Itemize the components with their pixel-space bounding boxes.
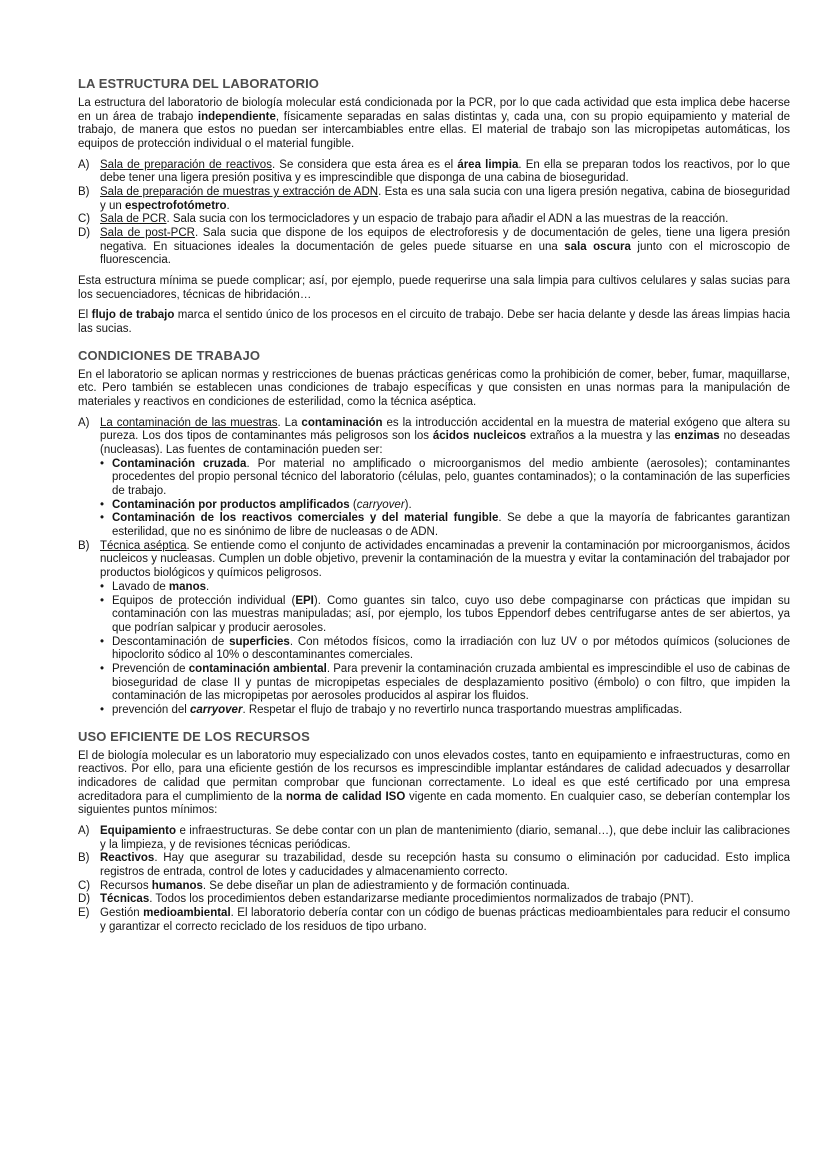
list-item-text xyxy=(100,893,790,907)
list-item-label: D) xyxy=(78,227,91,240)
text-segment: . La xyxy=(277,416,302,429)
text-segment: Contaminación por productos amplificados xyxy=(112,498,350,511)
text-segment: . Sala sucia con los termocicladores y un espacio de trabajo para añadir el ADN a las muestras de la reacción. xyxy=(166,213,729,226)
text-segment: prevención del xyxy=(112,703,190,716)
text-segment: Reactivos xyxy=(100,852,155,865)
bullet-icon: • xyxy=(100,580,105,593)
bullet-icon: • xyxy=(100,512,105,525)
text-segment: . Con métodos físicos, como la irradiación con luz UV o por métodos químicos (soluciones de hipoclorito sódico al 10% o descontaminantes comerciales. xyxy=(112,635,790,662)
text-segment: El de biología molecular es un laboratorio muy especializado con unos elevados costes, tanto en equipamiento e infraestructuras, como en reactivos. Por ello, para una eficiente gestión de los recursos es imprescindible implantar estándares de calidad adecuados y desarrollar indicadores de calidad que permitan comprobar que funcionan correctamente. Lo ideal es que esté certificado por una empresa acreditadora para el cumplimiento de la xyxy=(78,749,790,803)
list-item xyxy=(78,907,790,934)
list-item-label: A) xyxy=(78,158,90,171)
text-segment: humanos xyxy=(151,879,203,892)
section-1 xyxy=(78,76,790,337)
text-segment: contaminación xyxy=(301,416,383,429)
list-item-label: A) xyxy=(78,416,90,429)
bullet-item xyxy=(100,458,790,499)
text-segment: Sala de post-PCR xyxy=(100,227,195,240)
text-segment: marca el sentido único de los procesos en el circuito de trabajo. Debe ser hacia delante y desde las áreas limpias hacia las sucias. xyxy=(78,309,791,336)
text-segment: e infraestructuras. Se debe contar con un plan de mantenimiento (diario, semanal…), que debe incluir las calibraciones y la limpieza, y de revisiones técnicas periódicas. xyxy=(100,824,790,851)
section-heading: USO EFICIENTE DE LOS RECURSOS xyxy=(78,728,310,744)
list-item-text xyxy=(100,159,790,186)
text-segment: . Se entiende como el conjunto de actividades encaminadas a prevenir la contaminación por microorganismos, ácidos nucleicos y nucleasas. Cumplen un doble objetivo, prevenir la contaminación de la muestra y evitar la contaminación del trabajador por productos biológicos y químicos peligrosos. xyxy=(100,539,790,580)
text-segment: Equipamiento xyxy=(100,824,177,837)
text-segment: . En ella se preparan todos los reactivos, por lo que debe tener una ligera presión positiva y es imprescindible que disponga de una cabina de bioseguridad. xyxy=(100,158,790,185)
section-3 xyxy=(78,729,790,935)
bullet-item xyxy=(100,499,790,513)
text-segment: . xyxy=(206,580,210,593)
text-segment: . Respetar el flujo de trabajo y no revertirlo nunca trasportando muestras amplificadas. xyxy=(242,703,683,716)
text-segment: Esta estructura mínima se puede complicar; así, por ejemplo, puede requerirse una sala limpia para cultivos celulares y salas sucias para los secuenciadores, técnicas de hibridación… xyxy=(78,275,790,301)
text-segment: . Para prevenir la contaminación cruzada ambiental es imprescindible el uso de cabinas de bioseguridad de clase II y puntas de micropipetas especiales de desplazamiento positivo (émbolo) o con filtro, que impiden la contaminación de las micropipetas por aerosoles producidos al aspirar los fluidos. xyxy=(112,662,790,703)
bullet-text xyxy=(112,663,790,702)
paragraph xyxy=(78,309,790,336)
bullet-icon: • xyxy=(100,498,105,511)
list-item-label: C) xyxy=(78,879,91,892)
bullet-icon: • xyxy=(100,594,105,607)
list-item-label: A) xyxy=(78,824,90,837)
list-item-text xyxy=(100,227,790,268)
text-segment: En el laboratorio se aplican normas y restricciones de buenas prácticas genéricas como la prohibición de comer, beber, fumar, maquillarse, etc. Pero también se establecen unas condiciones de trabajo específicas y que consisten en unas normas para la manipulación de materiales y reactivos en condiciones de esterilidad, como la técnica aséptica. xyxy=(78,368,790,409)
text-segment: Sala de preparación de muestras y extracción de ADN xyxy=(100,186,379,199)
text-segment: medioambiental xyxy=(143,906,231,919)
text-segment: no deseadas (nucleasas). Las fuentes de contaminación pueden ser: xyxy=(100,430,790,457)
text-segment: contaminación ambiental xyxy=(188,662,327,675)
text-segment: . xyxy=(226,199,230,212)
list-item-label: B) xyxy=(78,186,90,199)
text-segment: . Por material no amplificado o microorganismos del medio ambiente (aerosoles); contaminantes procedentes del propio personal técnico del laboratorio (células, pelo, guantes contaminados); o la contaminación de las superficies de trabajo. xyxy=(112,457,790,498)
bullet-item xyxy=(100,512,790,539)
text-segment: Descontaminación de xyxy=(112,635,230,648)
text-segment: ( xyxy=(349,498,357,511)
lettered-list xyxy=(78,825,790,934)
text-segment: Equipos de protección individual ( xyxy=(112,594,296,607)
list-item-text xyxy=(100,540,790,581)
list-item-label: E) xyxy=(78,906,90,919)
text-segment: La estructura del laboratorio de biología molecular está condicionada por la PCR, por lo que cada actividad que esta implica debe hacerse en un área de trabajo xyxy=(78,97,790,123)
bullet-item xyxy=(100,663,790,704)
list-item-text xyxy=(100,417,790,458)
text-segment: . Todos los procedimientos deben estandarizarse mediante procedimientos normalizados de trabajo (PNT). xyxy=(149,893,694,906)
text-segment: independiente xyxy=(197,110,276,123)
bullet-icon: • xyxy=(100,662,105,675)
text-segment: superficies xyxy=(229,635,290,648)
text-segment: espectrofotómetro xyxy=(124,199,227,212)
text-segment: es la introducción accidental en la muestra de material exógeno que altera su pureza. Los dos tipos de contaminantes más peligrosos son los xyxy=(100,416,790,443)
list-item-text xyxy=(100,907,790,934)
bullet-text xyxy=(112,499,412,511)
text-segment: carryover xyxy=(190,703,243,716)
bullet-text xyxy=(112,704,682,716)
list-item-text xyxy=(100,186,790,213)
text-segment: . Esta es una sala sucia con una ligera presión negativa, cabina de bioseguridad y un xyxy=(100,186,790,212)
bullet-icon: • xyxy=(100,457,105,470)
text-segment: EPI xyxy=(295,594,314,607)
bullet-text xyxy=(112,458,790,497)
lettered-list xyxy=(78,159,790,268)
list-item xyxy=(78,213,790,227)
list-item xyxy=(78,825,790,852)
text-segment: manos xyxy=(168,580,206,593)
bullet-item xyxy=(100,595,790,636)
text-segment: . El laboratorio debería contar con un código de buenas prácticas medioambientales para reducir el consumo y garantizar el correcto reciclado de los residuos de tipo urbano. xyxy=(100,906,791,933)
text-segment: . Se debe a que la mayoría de fabricantes garantizan esterilidad, que no es sinónimo de libre de nucleasas o de ADN. xyxy=(112,512,790,539)
text-segment: . Se debe diseñar un plan de adiestramiento y de formación continuada. xyxy=(202,879,570,892)
text-segment: Lavado de xyxy=(112,580,169,593)
list-item xyxy=(78,186,790,213)
text-segment: Sala de preparación de reactivos xyxy=(100,158,272,171)
list-item xyxy=(78,893,790,907)
bullet-item xyxy=(100,704,790,718)
list-item-text xyxy=(100,852,790,879)
text-segment: sala oscura xyxy=(564,240,631,253)
list-item-label: C) xyxy=(78,213,91,226)
text-segment: Sala de PCR xyxy=(100,213,167,226)
paragraph xyxy=(78,97,790,152)
section-heading: LA ESTRUCTURA DEL LABORATORIO xyxy=(78,76,319,91)
paragraph xyxy=(78,275,790,302)
list-item xyxy=(78,852,790,879)
text-segment: . Hay que asegurar su trazabilidad, desde su recepción hasta su consumo o eliminación por caducidad. Esto implica registros de entrada, control de lotes y caducidades y almacenamiento correcto. xyxy=(100,852,790,878)
text-segment: extraños a la muestra y las xyxy=(526,430,675,443)
text-segment: Prevención de xyxy=(112,662,189,675)
text-segment: ). xyxy=(404,498,412,511)
lettered-list xyxy=(78,417,790,718)
text-segment: vigente en cada momento. En cualquier caso, se deberían contemplar los siguientes puntos mínimos: xyxy=(78,790,791,817)
list-item-label: D) xyxy=(78,893,91,906)
list-item-text xyxy=(100,213,790,227)
text-segment: Gestión xyxy=(100,906,144,919)
bullet-text xyxy=(112,595,790,634)
bullet-item xyxy=(100,581,790,595)
list-item-text xyxy=(100,880,790,894)
text-segment: ). Como guantes sin talco, cuyo uso debe compaginarse con prácticas que impidan su contaminación con las muestras manipuladas; así, por ejemplo, los tubos Eppendorf debes centrifugarse antes de ser abiertos, ya que podrían salpicar y producir aerosoles. xyxy=(112,594,790,634)
list-item-label: B) xyxy=(78,852,90,865)
text-segment: Técnicas xyxy=(100,893,150,906)
text-segment: norma de calidad ISO xyxy=(285,790,406,803)
list-item xyxy=(78,227,790,268)
list-item xyxy=(78,159,790,186)
text-segment: junto con el microscopio de fluorescencia. xyxy=(100,240,790,267)
bullet-item xyxy=(100,636,790,663)
bullet-text xyxy=(112,512,790,538)
bullet-icon: • xyxy=(100,635,105,648)
text-segment: . Sala sucia que dispone de los equipos de electroforesis y de documentación de geles, tiene una ligera presión negativa. En situaciones ideales la documentación de geles puede situarse en una xyxy=(100,227,791,253)
text-segment: carryover xyxy=(356,498,405,511)
text-segment: Contaminación de los reactivos comerciales y del material fungible xyxy=(112,512,499,525)
section-2 xyxy=(78,348,790,718)
list-item-label: B) xyxy=(78,539,90,552)
paragraph xyxy=(78,750,790,818)
bullet-text xyxy=(112,581,209,593)
list-item xyxy=(78,417,790,540)
text-segment: . Se considera que esta área es el xyxy=(271,158,458,171)
text-segment: Contaminación cruzada xyxy=(112,457,247,470)
bullet-icon: • xyxy=(100,703,105,716)
text-segment: flujo de trabajo xyxy=(91,309,175,322)
text-segment: La contaminación de las muestras xyxy=(100,416,278,429)
text-segment: área limpia xyxy=(457,158,519,171)
section-heading: CONDICIONES DE TRABAJO xyxy=(78,347,261,363)
list-item xyxy=(78,880,790,894)
text-segment: El xyxy=(78,309,92,322)
bullet-text xyxy=(112,636,790,662)
list-item-text xyxy=(100,825,790,852)
text-segment: enzimas xyxy=(674,430,720,443)
bullet-list xyxy=(100,458,790,540)
text-segment: ácidos nucleicos xyxy=(432,430,527,443)
text-segment: Técnica aséptica xyxy=(100,539,187,552)
list-item xyxy=(78,540,790,718)
text-segment: Recursos xyxy=(100,879,152,892)
text-segment: , físicamente separadas en salas distintas y, cada una, con su propio equipamiento y material de trabajo, de manera que estos no puedan ser intercambiables entre ellas. El material de trabajo son las micropipetas automáticas, los equipos de protección individual o el material fungible. xyxy=(78,110,790,151)
bullet-list xyxy=(100,581,790,718)
paragraph xyxy=(78,369,790,410)
